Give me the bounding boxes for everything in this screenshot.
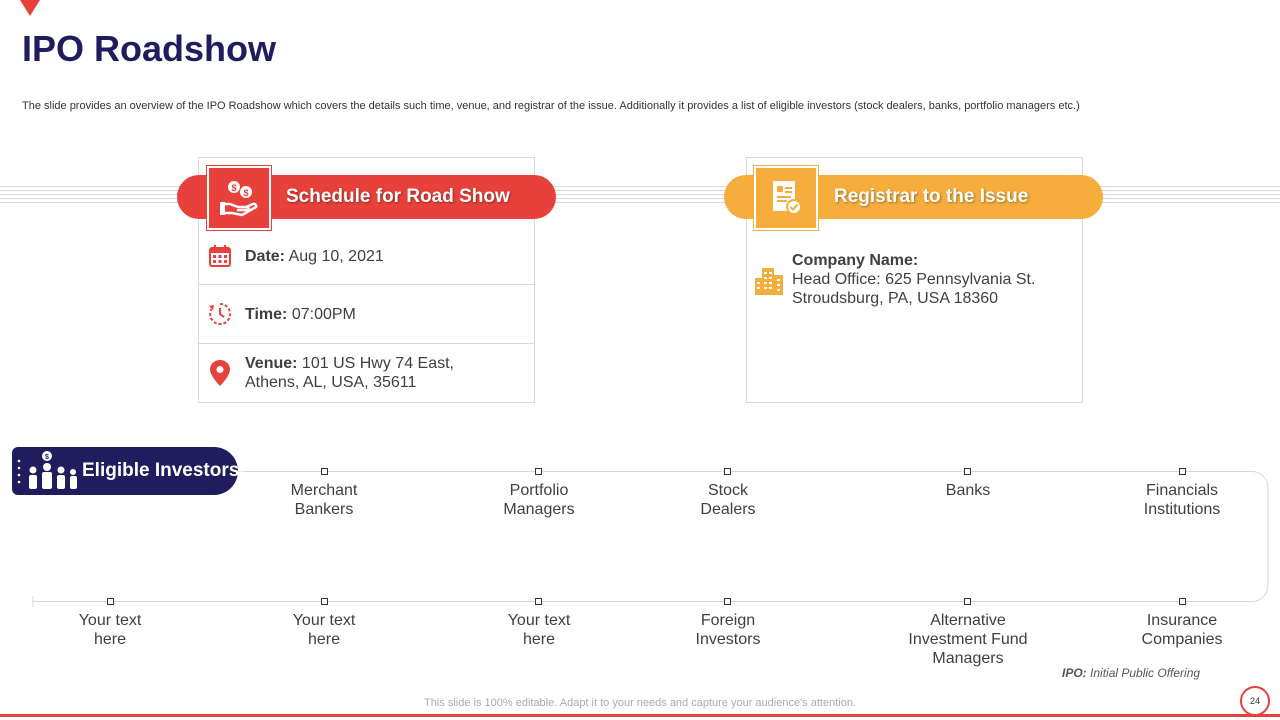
investor-placeholder: Your text here bbox=[507, 612, 571, 648]
chevron-right-icon bbox=[230, 451, 244, 491]
time-label: Time: bbox=[245, 305, 288, 323]
investor-alternative-fund-managers: Alternative Investment Fund Managers bbox=[908, 612, 1028, 667]
footnote-text: Initial Public Offering bbox=[1090, 666, 1201, 680]
footnote-abbr: IPO: bbox=[1062, 666, 1087, 680]
svg-text:$: $ bbox=[243, 188, 249, 198]
investor-placeholder: Your text here bbox=[292, 612, 356, 648]
buildings-icon bbox=[753, 264, 785, 296]
time-row bbox=[199, 285, 534, 343]
registrar-details bbox=[792, 251, 1035, 308]
investor-portfolio-managers: Portfolio Managers bbox=[503, 482, 575, 518]
registrar-title: Registrar to the Issue bbox=[834, 186, 1029, 207]
clock-icon bbox=[208, 302, 232, 326]
address-line1: Head Office: 625 Pennsylvania St. bbox=[792, 271, 1036, 288]
investor-foreign-investors: Foreign Investors bbox=[695, 612, 761, 648]
svg-text:$: $ bbox=[231, 183, 237, 193]
time-text bbox=[245, 305, 356, 324]
corner-marker bbox=[20, 0, 40, 16]
investor-placeholder: Your text here bbox=[78, 612, 142, 648]
location-pin-icon bbox=[209, 359, 231, 387]
date-row bbox=[199, 228, 534, 284]
venue-text bbox=[245, 354, 454, 392]
investor-stock-dealers: Stock Dealers bbox=[700, 482, 756, 518]
investor-merchant-bankers: Merchant Bankers bbox=[290, 482, 358, 518]
address-line2: Stroudsburg, PA, USA 18360 bbox=[792, 290, 999, 307]
timeline-node bbox=[964, 468, 971, 475]
eligible-investors-badge bbox=[12, 447, 238, 495]
venue-line2: Athens, AL, USA, 35611 bbox=[245, 374, 417, 391]
calendar-icon bbox=[208, 244, 232, 268]
money-hand-icon bbox=[218, 177, 260, 219]
timeline-node bbox=[1179, 598, 1186, 605]
registrar-icon-box bbox=[754, 166, 818, 230]
timeline-node bbox=[724, 468, 731, 475]
investors-group-icon bbox=[16, 449, 80, 493]
footer-note: This slide is 100% editable. Adapt it to your needs and capture your audience's attention. bbox=[424, 697, 856, 709]
timeline-node bbox=[535, 598, 542, 605]
svg-text:$: $ bbox=[45, 454, 49, 461]
time-value: 07:00PM bbox=[291, 305, 356, 323]
timeline-node bbox=[1179, 468, 1186, 475]
page-number: 24 bbox=[1249, 696, 1260, 706]
ipo-footnote bbox=[1062, 666, 1200, 680]
investor-insurance-companies: Insurance Companies bbox=[1141, 612, 1223, 648]
page-number-badge bbox=[1240, 686, 1270, 716]
timeline-node bbox=[964, 598, 971, 605]
venue-label: Venue: bbox=[245, 355, 298, 372]
timeline-node bbox=[321, 598, 328, 605]
decor-lines-right bbox=[1082, 186, 1280, 206]
timeline-node bbox=[535, 468, 542, 475]
page-title: IPO Roadshow bbox=[22, 28, 277, 69]
timeline-node bbox=[724, 598, 731, 605]
schedule-icon-box bbox=[207, 166, 271, 230]
company-label: Company Name: bbox=[792, 252, 919, 269]
timeline-node bbox=[321, 468, 328, 475]
date-value: Aug 10, 2021 bbox=[288, 247, 384, 265]
bottom-accent-bar bbox=[0, 714, 1280, 717]
decor-lines-middle bbox=[534, 186, 746, 206]
schedule-title: Schedule for Road Show bbox=[286, 186, 510, 207]
timeline-node bbox=[107, 598, 114, 605]
investor-financial-institutions: Financials Institutions bbox=[1143, 482, 1221, 518]
venue-row bbox=[199, 344, 534, 402]
certificate-icon bbox=[766, 178, 806, 218]
date-label: Date: bbox=[245, 247, 286, 265]
decor-lines-left bbox=[0, 186, 200, 206]
page-subtitle: The slide provides an overview of the IPO Roadshow which covers the details such time, venue, and registrar of the issue. Additionally it provides a list of eligible investors (stock dealers, banks, portfolio managers etc.) bbox=[22, 100, 1080, 112]
venue-line1: 101 US Hwy 74 East, bbox=[301, 355, 454, 372]
date-text bbox=[245, 247, 384, 266]
investor-banks: Banks bbox=[945, 482, 991, 499]
eligible-investors-title: Eligible Investors bbox=[82, 460, 240, 481]
